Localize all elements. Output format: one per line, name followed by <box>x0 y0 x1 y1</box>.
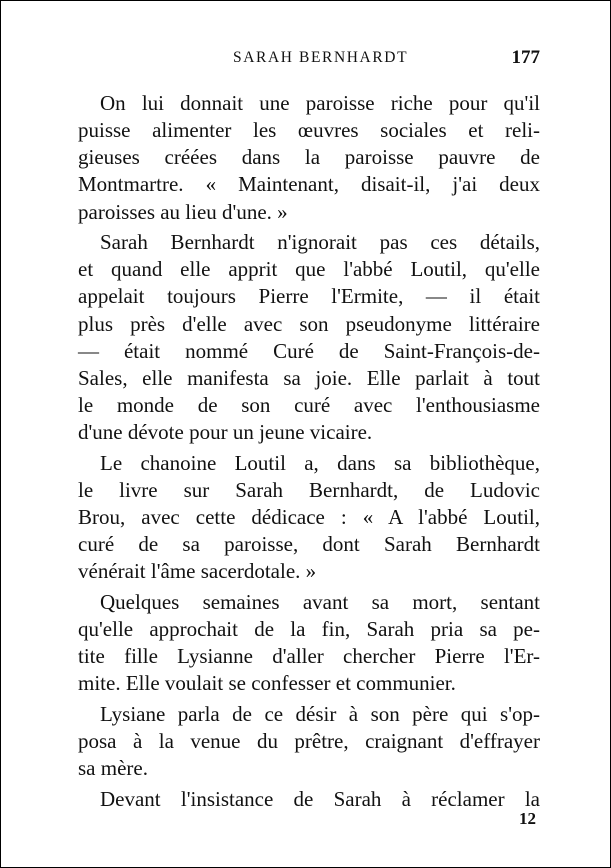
signature-mark: 12 <box>519 809 536 828</box>
text-line: Sales, elle manifesta sa joie. Elle parlait à tout <box>78 365 540 390</box>
text-line: Devant l'insistance de Sarah à réclamer la <box>100 786 540 811</box>
paragraph <box>78 229 540 446</box>
text-line: gieuses créées dans la paroisse pauvre de <box>78 145 540 170</box>
text-line: le monde de son curé avec l'enthousiasme <box>78 393 540 418</box>
text-line: Quelques semaines avant sa mort, sentant <box>100 589 540 614</box>
text-line: posa à la venue du prêtre, craignant d'effrayer <box>78 729 540 754</box>
text-line: tite fille Lysianne d'aller chercher Pierre l'Er- <box>78 644 540 669</box>
text-line: sa mère. <box>78 756 148 781</box>
running-title: SARAH BERNHARDT <box>233 49 409 66</box>
text-line: appelait toujours Pierre l'Ermite, — il était <box>78 284 540 309</box>
text-line: Brou, avec cette dédicace : « A l'abbé Loutil, <box>78 505 540 530</box>
text-line: curé de sa paroisse, dont Sarah Bernhardt <box>78 532 540 557</box>
body-text <box>78 90 540 816</box>
text-line: — était nommé Curé de Saint-François-de- <box>78 338 540 363</box>
text-line: et quand elle apprit que l'abbé Loutil, qu'elle <box>78 257 540 282</box>
text-line: puisse alimenter les œuvres sociales et reli- <box>78 118 540 143</box>
text-line: plus près d'elle avec son pseudonyme littéraire <box>78 311 540 336</box>
paragraph <box>78 90 540 226</box>
text-line: Montmartre. « Maintenant, disait-il, j'ai deux <box>78 172 540 197</box>
paragraph <box>78 786 540 813</box>
text-line: Lysiane parla de ce désir à son père qui s'op- <box>100 702 540 726</box>
text-line: d'une dévote pour un jeune vicaire. <box>78 420 373 445</box>
text-line: le livre sur Sarah Bernhardt, de Ludovic <box>78 477 540 502</box>
text-line: mite. Elle voulait se confesser et communier. <box>78 671 456 696</box>
text-line: On lui donnait une paroisse riche pour qu'il <box>100 91 540 115</box>
text-line: Le chanoine Loutil a, dans sa bibliothèque, <box>100 450 540 475</box>
running-head <box>1 47 610 75</box>
paragraph <box>78 701 540 782</box>
paragraph <box>78 589 540 698</box>
text-line: vénérait l'âme sacerdotale. » <box>78 559 317 584</box>
text-line: Sarah Bernhardt n'ignorait pas ces détails, <box>100 230 540 255</box>
text-line: qu'elle approchait de la fin, Sarah pria sa pe- <box>78 617 540 642</box>
text-line: paroisses au lieu d'une. » <box>78 199 288 224</box>
page-number: 177 <box>511 47 540 68</box>
paragraph <box>78 450 540 586</box>
